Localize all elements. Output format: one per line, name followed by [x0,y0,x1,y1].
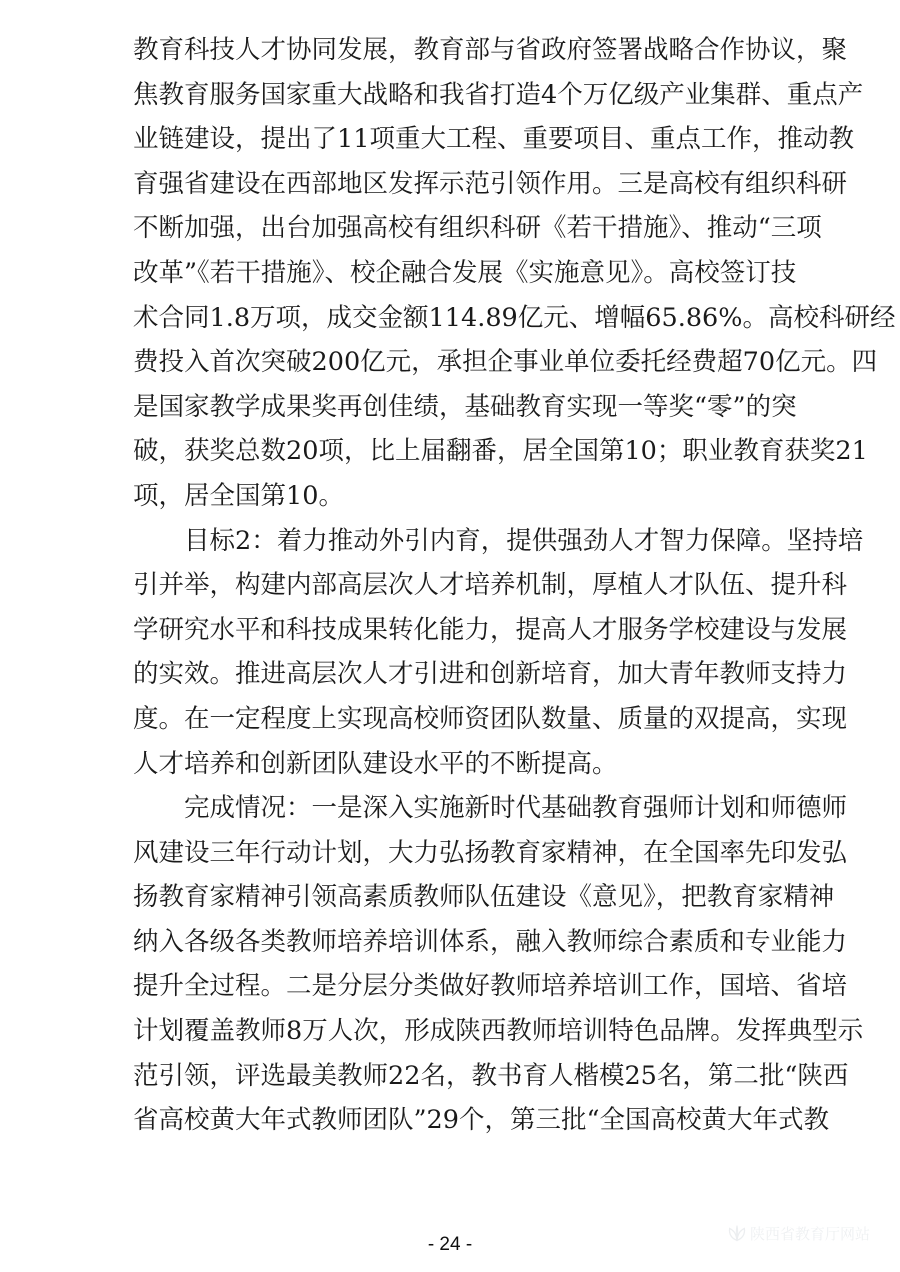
text-line: 度。在一定程度上实现高校师资团队数量、质量的双提高，实现 [133,703,848,734]
paragraph-start-line: 目标2：着力推动外引内育，提供强劲人才智力保障。坚持培 [133,525,864,556]
text-line: 人才培养和创新团队建设水平的不断提高。 [133,748,618,779]
paragraph-start-line: 完成情况：一是深入实施新时代基础教育强师计划和师德师 [133,793,848,824]
text-line: 不断加强，出台加强高校有组织科研《若干措施》、推动“三项 [133,213,822,244]
text-line: 焦教育服务国家重大战略和我省打造4个万亿级产业集群、重点产 [133,79,864,110]
text-line: 改革”《若干措施》、校企融合发展《实施意见》。高校签订技 [133,257,797,288]
page-number: - 24 - [427,1234,473,1255]
text-line: 项，居全国第10。 [133,480,344,511]
document-body [133,28,896,1143]
text-line: 计划覆盖教师8万人次，形成陕西教师培训特色品牌。发挥典型示 [133,1016,864,1047]
text-line: 学研究水平和科技成果转化能力，提高人才服务学校建设与发展 [133,614,848,645]
text-line: 省高校黄大年式教师团队”29个，第三批“全国高校黄大年式教 [133,1105,830,1136]
text-line: 的实效。推进高层次人才引进和创新培育，加大青年教师支持力 [133,659,848,690]
text-line: 业链建设，提出了11项重大工程、重要项目、重点工作，推动教 [133,124,854,155]
text-line: 教育科技人才协同发展，教育部与省政府签署战略合作协议，聚 [133,35,848,65]
text-line: 引并举，构建内部高层次人才培养机制，厚植人才队伍、提升科 [133,570,848,601]
text-line: 扬教育家精神引领高素质教师队伍建设《意见》，把教育家精神 [133,882,835,913]
text-line: 破，获奖总数20项，比上届翻番，居全国第10；职业教育获奖21 [133,436,868,467]
text-line: 提升全过程。二是分层分类做好教师培养培训工作，国培、省培 [133,971,848,1002]
text-line: 范引领，评选最美教师22名，教书育人楷模25名，第二批“陕西 [133,1060,849,1091]
leaf-logo-icon [726,1222,748,1244]
watermark-text: 陕西省教育厅网站 [750,1224,871,1243]
watermark [726,1222,870,1244]
text-line: 纳入各级各类教师培养培训体系，融入教师综合素质和专业能力 [133,926,848,957]
text-line: 术合同1.8万项，成交金额114.89亿元、增幅65.86%。高校科研经 [133,302,896,333]
text-line: 风建设三年行动计划，大力弘扬教育家精神，在全国率先印发弘 [133,837,848,868]
text-line: 是国家教学成果奖再创佳绩，基础教育实现一等奖“零”的突 [133,391,797,422]
text-line: 费投入首次突破200亿元，承担企事业单位委托经费超70亿元。四 [133,347,878,378]
text-line: 育强省建设在西部地区发挥示范引领作用。三是高校有组织科研 [133,168,848,199]
